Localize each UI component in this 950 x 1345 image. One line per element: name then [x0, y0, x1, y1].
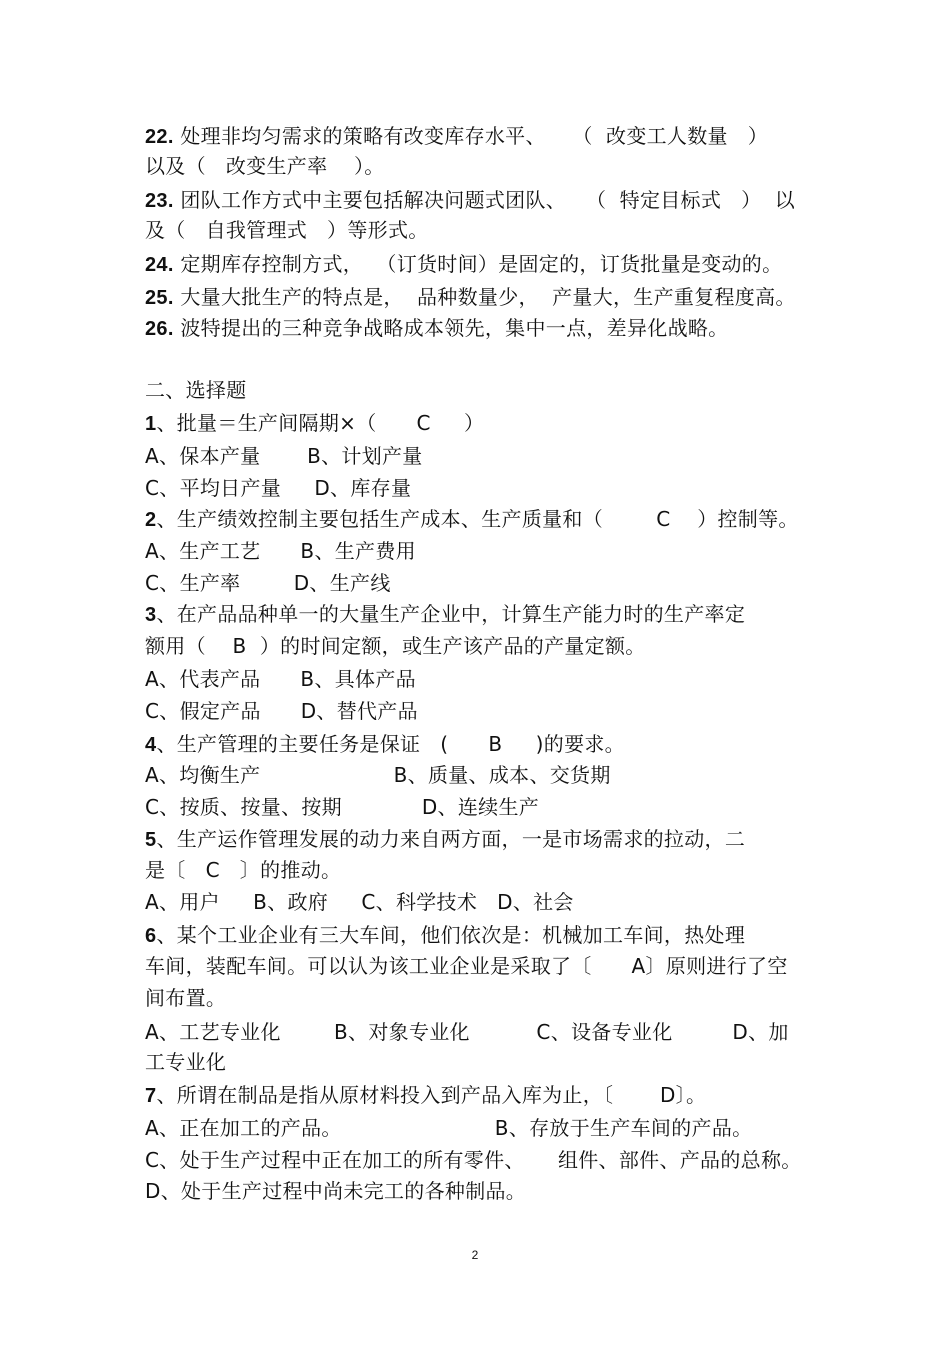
question-3-options-2: C、假定产品 D、替代产品: [145, 699, 418, 723]
question-2-options-1: A、生产工艺 B、生产费用: [145, 539, 416, 563]
question-2: 2、生产绩效控制主要包括生产成本、生产质量和（ C ）控制等。: [145, 507, 799, 531]
item-23-line-2: 及（ 自我管理式 ）等形式。: [145, 218, 429, 242]
question-3-line-1: 3、在产品品种单一的大量生产企业中，计算生产能力时的生产率定: [145, 602, 746, 626]
question-3-line-2: 额用（ B ）的时间定额，或生产该产品的产量定额。: [145, 634, 646, 658]
item-24: 24. 定期库存控制方式， （订货时间）是固定的，订货批量是变动的。: [145, 252, 783, 276]
question-4: 4、生产管理的主要任务是保证 ( B )的要求。: [145, 732, 625, 756]
question-5-line-2: 是〔 C 〕的推动。: [145, 858, 342, 882]
question-5-line-1: 5、生产运作管理发展的动力来自两方面，一是市场需求的拉动，二: [145, 827, 746, 851]
question-6-line-3: 间布置。: [145, 986, 227, 1010]
question-2-options-2: C、生产率 D、生产线: [145, 571, 391, 595]
question-3-options-1: A、代表产品 B、具体产品: [145, 667, 416, 691]
question-4-options-1: A、均衡生产 B、质量、成本、交货期: [145, 763, 611, 787]
question-5-options-1: A、用户 B、政府 C、科学技术 D、社会: [145, 890, 574, 914]
question-7-options-1: A、正在加工的产品。 B、存放于生产车间的产品。: [145, 1116, 753, 1140]
question-4-options-2: C、按质、按量、按期 D、连续生产: [145, 795, 540, 819]
question-6-line-2: 车间，装配车间。可以认为该工业企业是采取了〔 A〕原则进行了空: [145, 954, 788, 978]
section-title: 二、选择题: [145, 378, 247, 402]
item-23-line-1: 23. 团队工作方式中主要包括解决问题式团队、 （ 特定目标式 ） 以: [145, 188, 796, 212]
question-7: 7、所谓在制品是指从原材料投入到产品入库为止，〔 D〕。: [145, 1083, 707, 1107]
question-7-options-2: C、处于生产过程中正在加工的所有零件、 组件、部件、产品的总称。: [145, 1148, 802, 1172]
question-1-options-2: C、平均日产量 D、库存量: [145, 476, 412, 500]
question-1: 1、批量＝生产间隔期×（ C ）: [145, 411, 485, 435]
question-6-line-1: 6、某个工业企业有三大车间，他们依次是：机械加工车间，热处理: [145, 923, 746, 947]
item-22-line-1: 22. 处理非均匀需求的策略有改变库存水平、 （ 改变工人数量 ）: [145, 124, 769, 148]
question-6-options-2: 工专业化: [145, 1050, 227, 1074]
question-1-options-1: A、保本产量 B、计划产量: [145, 444, 423, 468]
item-25: 25. 大量大批生产的特点是， 品种数量少， 产量大，生产重复程度高。: [145, 285, 796, 309]
question-7-options-3: D、处于生产过程中尚未完工的各种制品。: [145, 1179, 527, 1203]
question-6-options-1: A、工艺专业化 B、对象专业化 C、设备专业化 D、加: [145, 1020, 789, 1044]
item-22-line-2: 以及（ 改变生产率 ）。: [145, 154, 385, 178]
page-number: 2: [471, 1248, 479, 1262]
item-26: 26. 波特提出的三种竞争战略成本领先，集中一点，差异化战略。: [145, 316, 729, 340]
